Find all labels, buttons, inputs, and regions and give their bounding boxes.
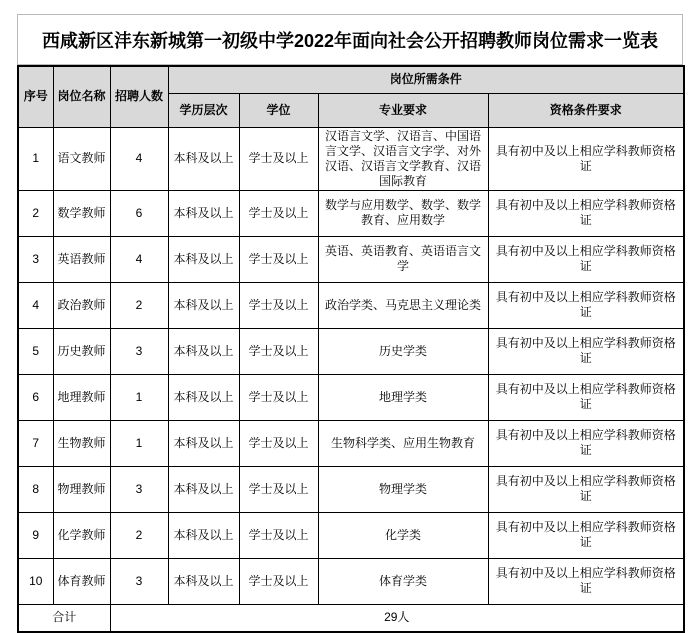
cell-degree: 学士及以上: [239, 236, 318, 282]
cell-education: 本科及以上: [168, 558, 239, 604]
col-header-no: 序号: [18, 66, 53, 127]
cell-degree: 学士及以上: [239, 328, 318, 374]
table-row: [18, 420, 684, 466]
cell-no: 9: [18, 512, 53, 558]
cell-degree: 学士及以上: [239, 282, 318, 328]
cell-position: 政治教师: [53, 282, 110, 328]
cell-qualification: 具有初中及以上相应学科教师资格证: [488, 374, 684, 420]
page-title: 西咸新区沣东新城第一初级中学2022年面向社会公开招聘教师岗位需求一览表: [17, 14, 683, 65]
cell-count: 6: [110, 190, 168, 236]
cell-count: 3: [110, 328, 168, 374]
table-row: [18, 328, 684, 374]
cell-no: 7: [18, 420, 53, 466]
header-row-group: [18, 66, 684, 93]
cell-position: 地理教师: [53, 374, 110, 420]
cell-no: 4: [18, 282, 53, 328]
cell-degree: 学士及以上: [239, 420, 318, 466]
cell-count: 3: [110, 558, 168, 604]
table-row: [18, 190, 684, 236]
cell-position: 物理教师: [53, 466, 110, 512]
cell-position: 历史教师: [53, 328, 110, 374]
table-footer: [18, 604, 684, 632]
cell-education: 本科及以上: [168, 236, 239, 282]
cell-no: 5: [18, 328, 53, 374]
col-header-education: 学历层次: [168, 93, 239, 127]
cell-major: 地理学类: [318, 374, 488, 420]
job-requirements-table: [17, 65, 685, 633]
cell-qualification: 具有初中及以上相应学科教师资格证: [488, 236, 684, 282]
col-header-qualification: 资格条件要求: [488, 93, 684, 127]
col-header-count: 招聘人数: [110, 66, 168, 127]
cell-major: 生物科学类、应用生物教育: [318, 420, 488, 466]
cell-degree: 学士及以上: [239, 558, 318, 604]
cell-count: 4: [110, 127, 168, 190]
table-row: [18, 512, 684, 558]
cell-major: 历史学类: [318, 328, 488, 374]
cell-qualification: 具有初中及以上相应学科教师资格证: [488, 558, 684, 604]
cell-position: 数学教师: [53, 190, 110, 236]
cell-degree: 学士及以上: [239, 466, 318, 512]
cell-position: 语文教师: [53, 127, 110, 190]
cell-degree: 学士及以上: [239, 190, 318, 236]
cell-qualification: 具有初中及以上相应学科教师资格证: [488, 190, 684, 236]
cell-qualification: 具有初中及以上相应学科教师资格证: [488, 512, 684, 558]
cell-no: 8: [18, 466, 53, 512]
cell-position: 化学教师: [53, 512, 110, 558]
cell-position: 体育教师: [53, 558, 110, 604]
cell-no: 3: [18, 236, 53, 282]
cell-education: 本科及以上: [168, 190, 239, 236]
cell-degree: 学士及以上: [239, 127, 318, 190]
table-header: [18, 66, 684, 127]
col-header-conditions-group: 岗位所需条件: [168, 66, 684, 93]
cell-major: 政治学类、马克思主义理论类: [318, 282, 488, 328]
table-row: [18, 374, 684, 420]
cell-degree: 学士及以上: [239, 512, 318, 558]
cell-qualification: 具有初中及以上相应学科教师资格证: [488, 127, 684, 190]
cell-count: 3: [110, 466, 168, 512]
table-row: [18, 466, 684, 512]
cell-education: 本科及以上: [168, 512, 239, 558]
cell-count: 1: [110, 374, 168, 420]
cell-major: 英语、英语教育、英语语言文学: [318, 236, 488, 282]
cell-major: 体育学类: [318, 558, 488, 604]
table-row: [18, 558, 684, 604]
col-header-position: 岗位名称: [53, 66, 110, 127]
cell-qualification: 具有初中及以上相应学科教师资格证: [488, 466, 684, 512]
cell-education: 本科及以上: [168, 420, 239, 466]
cell-degree: 学士及以上: [239, 374, 318, 420]
cell-position: 英语教师: [53, 236, 110, 282]
recruitment-sheet: [17, 14, 683, 633]
cell-count: 2: [110, 512, 168, 558]
cell-count: 2: [110, 282, 168, 328]
table-row: [18, 282, 684, 328]
cell-education: 本科及以上: [168, 282, 239, 328]
cell-count: 4: [110, 236, 168, 282]
cell-major: 汉语言文学、汉语言、中国语言文学、汉语言文字学、对外汉语、汉语言文学教育、汉语国际教育: [318, 127, 488, 190]
table-row: [18, 127, 684, 190]
cell-education: 本科及以上: [168, 127, 239, 190]
cell-major: 数学与应用数学、数学、数学教育、应用数学: [318, 190, 488, 236]
cell-education: 本科及以上: [168, 328, 239, 374]
cell-qualification: 具有初中及以上相应学科教师资格证: [488, 282, 684, 328]
total-label: 合计: [18, 604, 110, 632]
total-value: 29人: [110, 604, 684, 632]
cell-no: 6: [18, 374, 53, 420]
cell-position: 生物教师: [53, 420, 110, 466]
table-row: [18, 236, 684, 282]
cell-qualification: 具有初中及以上相应学科教师资格证: [488, 328, 684, 374]
total-row: [18, 604, 684, 632]
cell-count: 1: [110, 420, 168, 466]
cell-major: 化学类: [318, 512, 488, 558]
cell-no: 10: [18, 558, 53, 604]
cell-education: 本科及以上: [168, 466, 239, 512]
cell-no: 2: [18, 190, 53, 236]
cell-education: 本科及以上: [168, 374, 239, 420]
cell-no: 1: [18, 127, 53, 190]
cell-major: 物理学类: [318, 466, 488, 512]
col-header-degree: 学位: [239, 93, 318, 127]
cell-qualification: 具有初中及以上相应学科教师资格证: [488, 420, 684, 466]
table-body: [18, 127, 684, 604]
col-header-major: 专业要求: [318, 93, 488, 127]
